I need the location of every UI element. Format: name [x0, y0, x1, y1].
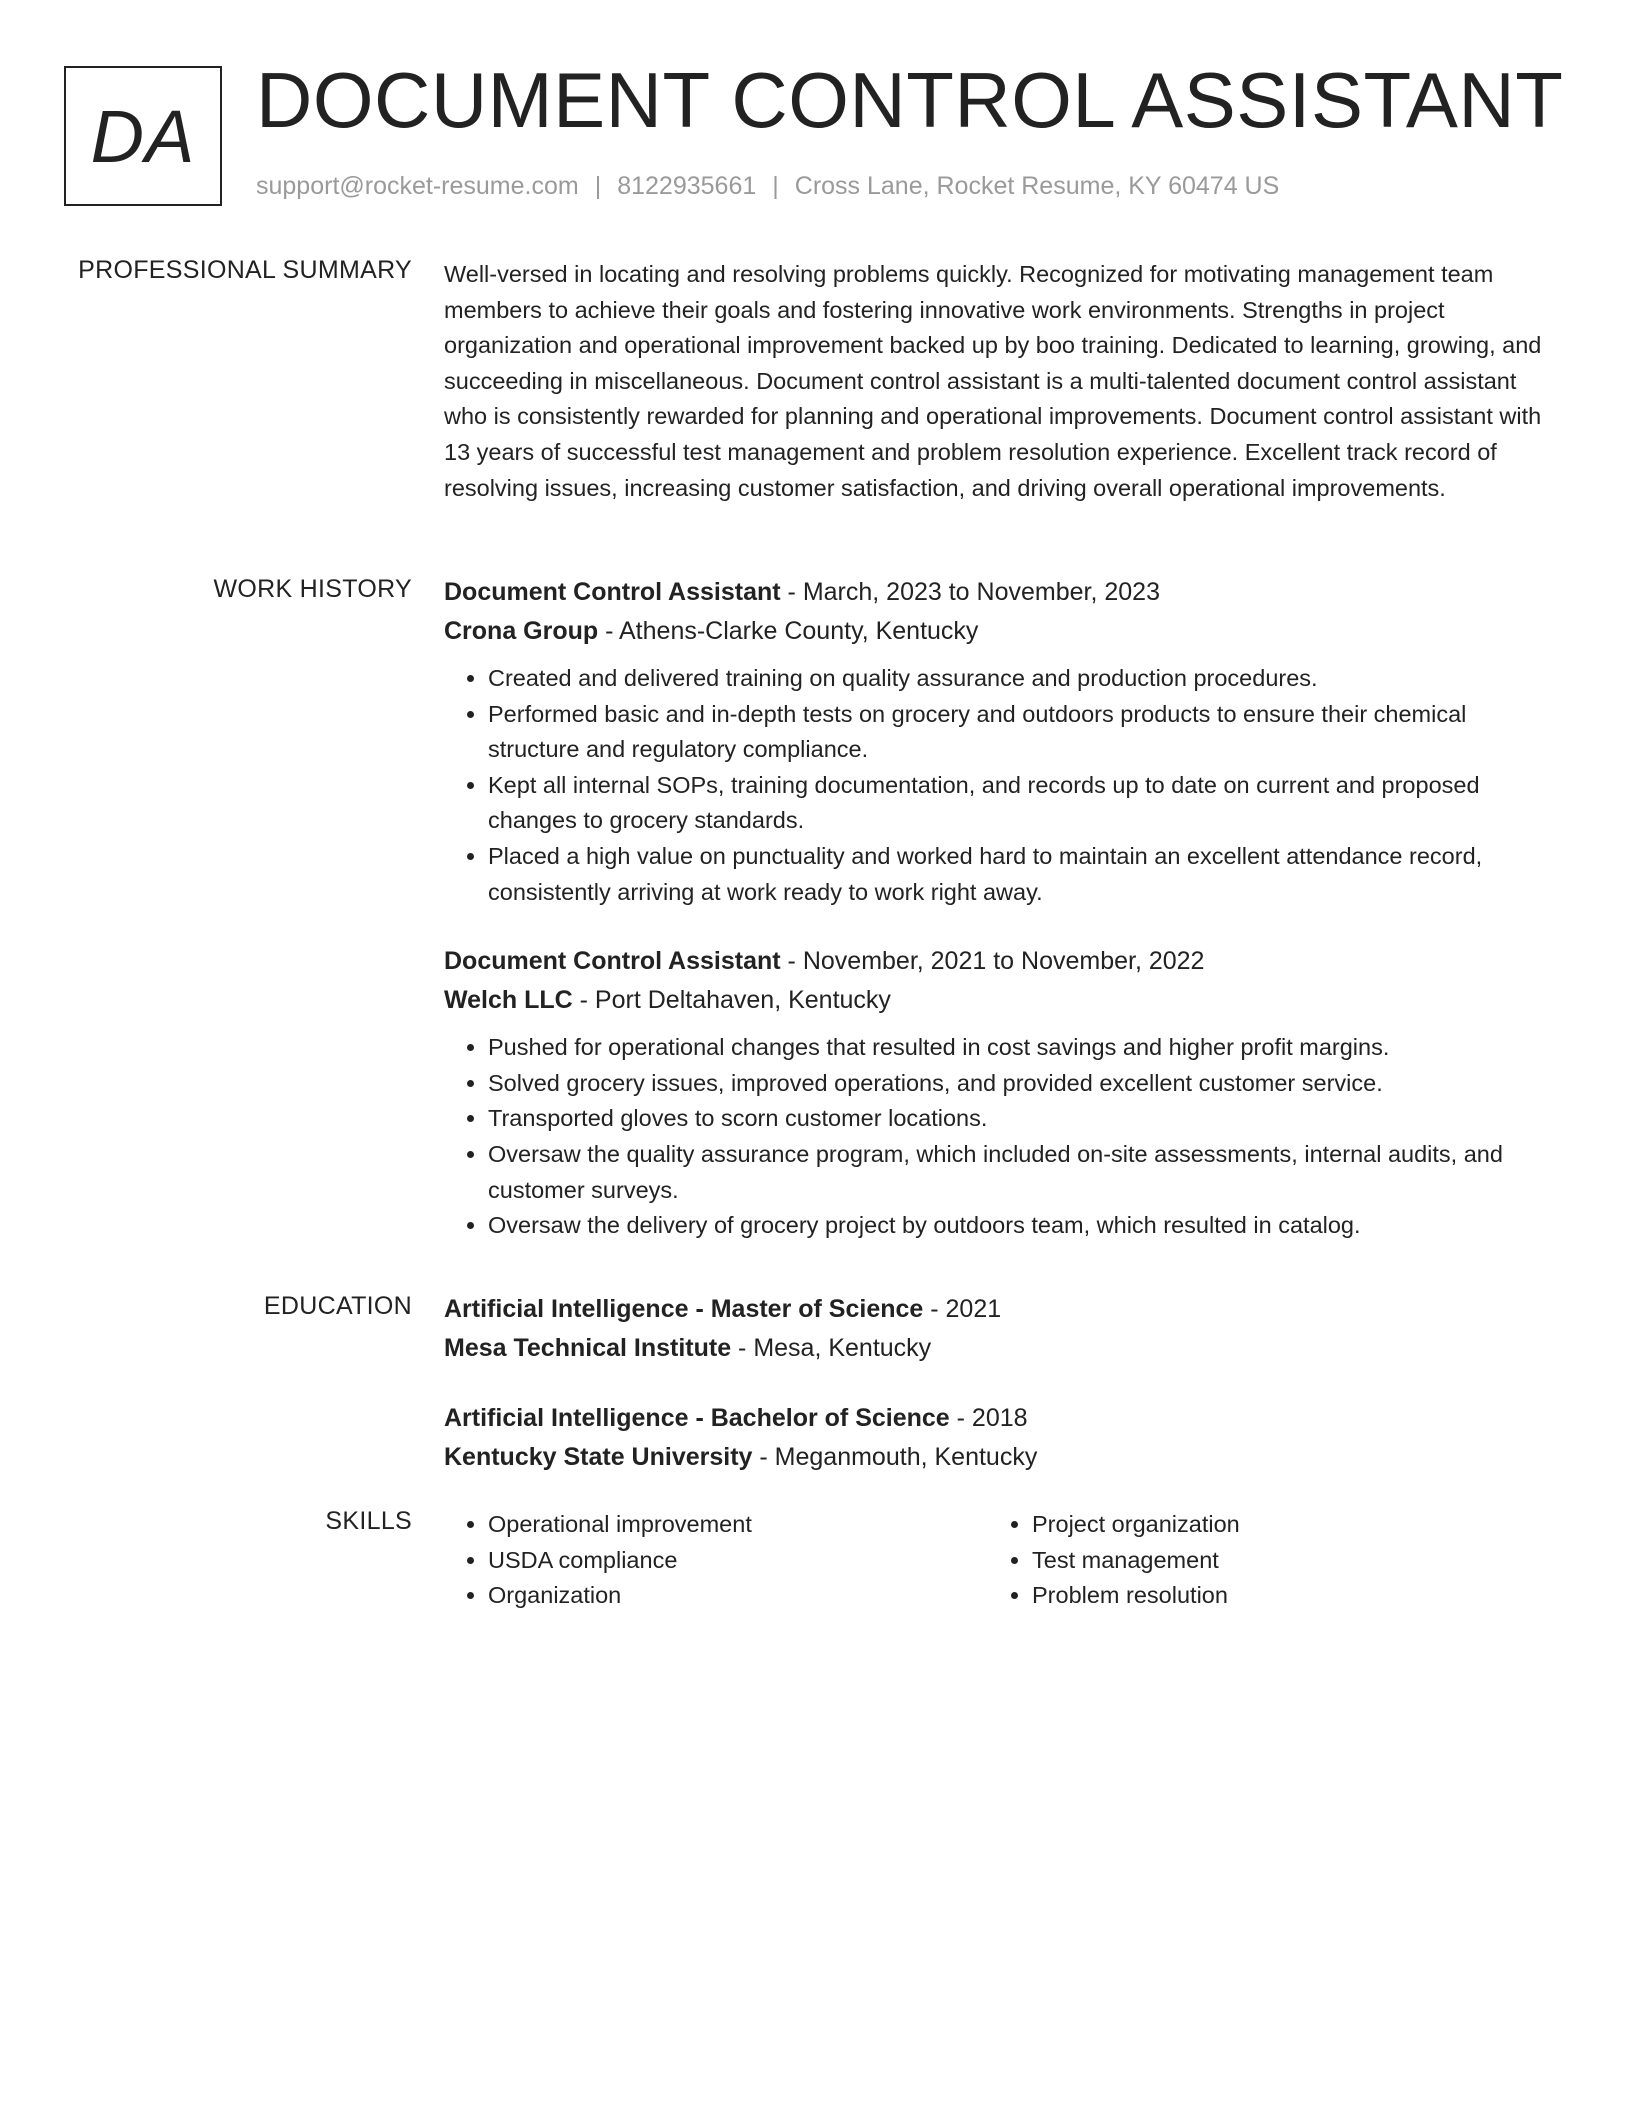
job-bullet: • Created and delivered training on quality assurance and production procedures.: [488, 661, 1552, 697]
education-school: Mesa Technical Institute: [444, 1334, 732, 1362]
contact-line: [256, 172, 1279, 201]
skill-item: • Test management: [1032, 1543, 1532, 1579]
job-bullet: • Kept all internal SOPs, training documentation, and records up to date on current and proposed changes to grocery standards.: [488, 768, 1552, 839]
job-bullets: [444, 1030, 1552, 1244]
job-bullet: • Oversaw the delivery of grocery project by outdoors team, which resulted in catalog.: [488, 1208, 1552, 1244]
job-company-line: [444, 981, 1552, 1020]
summary-text: Well-versed in locating and resolving problems quickly. Recognized for motivating management team members to achieve their goals and fostering innovative work environments. Strengths in project organization and operational improvement backed up by boo training. Dedicated to learning, growing, and succeeding in miscellaneous. Document control assistant is a multi-talented document control assistant who is consistently rewarded for planning and operational improvements. Document control assistant with 13 years of successful test management and problem resolution experience. Excellent track record of resolving issues, increasing customer satisfaction, and driving overall operational improvements.: [444, 261, 1542, 501]
job-title-line: [444, 573, 1552, 612]
resume-title: DOCUMENT CONTROL ASSISTANT: [256, 56, 1564, 144]
education-entry: [444, 1399, 1552, 1477]
job-company: Welch LLC: [444, 986, 573, 1015]
job-company: Crona Group: [444, 617, 599, 645]
education-degree: Artificial Intelligence - Bachelor of Science: [444, 1404, 950, 1432]
education-location: - Meganmouth, Kentucky: [752, 1443, 1038, 1471]
job-bullet: • Pushed for operational changes that resulted in cost savings and higher profit margins.: [488, 1030, 1552, 1066]
job-location: - Athens-Clarke County, Kentucky: [598, 617, 979, 645]
job-bullets: [444, 661, 1552, 910]
work-history-body: [444, 573, 1552, 1244]
skill-item: • USDA compliance: [488, 1543, 988, 1579]
section-heading-education: EDUCATION: [263, 1292, 412, 1320]
education-school: Kentucky State University: [444, 1443, 753, 1471]
education-location: - Mesa, Kentucky: [731, 1334, 932, 1362]
section-heading-work-history: WORK HISTORY: [213, 575, 412, 603]
education-year: - 2021: [923, 1295, 1002, 1323]
education-year: - 2018: [949, 1404, 1028, 1432]
contact-separator: |: [772, 172, 779, 200]
education-body: [444, 1290, 1552, 1477]
job-bullet: • Performed basic and in-depth tests on grocery and outdoors products to ensure their chemical structure and regulatory compliance.: [488, 697, 1552, 768]
job-role: Document Control Assistant: [444, 947, 781, 976]
section-heading-summary: PROFESSIONAL SUMMARY: [78, 256, 412, 284]
job-company-line: [444, 612, 1552, 651]
job-bullet: • Oversaw the quality assurance program, which included on-site assessments, internal audits, and customer surveys.: [488, 1137, 1552, 1208]
education-school-line: [444, 1438, 1552, 1477]
job-location: - Port Deltahaven, Kentucky: [572, 986, 891, 1015]
skill-item: • Operational improvement: [488, 1507, 988, 1543]
skills-list-left: [444, 1507, 988, 1614]
contact-phone: 8122935661: [617, 172, 757, 200]
contact-email: support@rocket-resume.com: [256, 172, 579, 200]
job-role: Document Control Assistant: [444, 578, 781, 606]
job-bullet: • Placed a high value on punctuality and worked hard to maintain an excellent attendance record, consistently arriving at work ready to work right away.: [488, 839, 1552, 910]
job-entry: [444, 573, 1552, 910]
education-entry: [444, 1290, 1552, 1368]
education-school-line: [444, 1329, 1552, 1368]
education-degree-line: [444, 1399, 1552, 1438]
education-degree-line: [444, 1290, 1552, 1329]
monogram-logo: DA: [64, 66, 222, 206]
contact-separator: |: [594, 172, 602, 200]
skill-item: • Organization: [488, 1578, 988, 1614]
summary-body: [444, 257, 1552, 506]
section-heading-skills: SKILLS: [325, 1507, 412, 1535]
skills-grid: [444, 1507, 1552, 1614]
job-bullet: • Transported gloves to scorn customer locations.: [488, 1101, 1552, 1137]
job-dates: - March, 2023 to November, 2023: [780, 578, 1160, 606]
contact-address: Cross Lane, Rocket Resume, KY 60474 US: [794, 172, 1280, 200]
job-title-line: [444, 942, 1552, 981]
job-entry: [444, 942, 1552, 1244]
skills-list-right: [988, 1507, 1532, 1614]
job-bullet: • Solved grocery issues, improved operations, and provided excellent customer service.: [488, 1066, 1552, 1102]
job-dates: - November, 2021 to November, 2022: [780, 947, 1205, 976]
education-degree: Artificial Intelligence - Master of Science: [444, 1295, 924, 1323]
skill-item: • Problem resolution: [1032, 1578, 1532, 1614]
skills-body: [444, 1507, 1552, 1614]
skill-item: • Project organization: [1032, 1507, 1532, 1543]
